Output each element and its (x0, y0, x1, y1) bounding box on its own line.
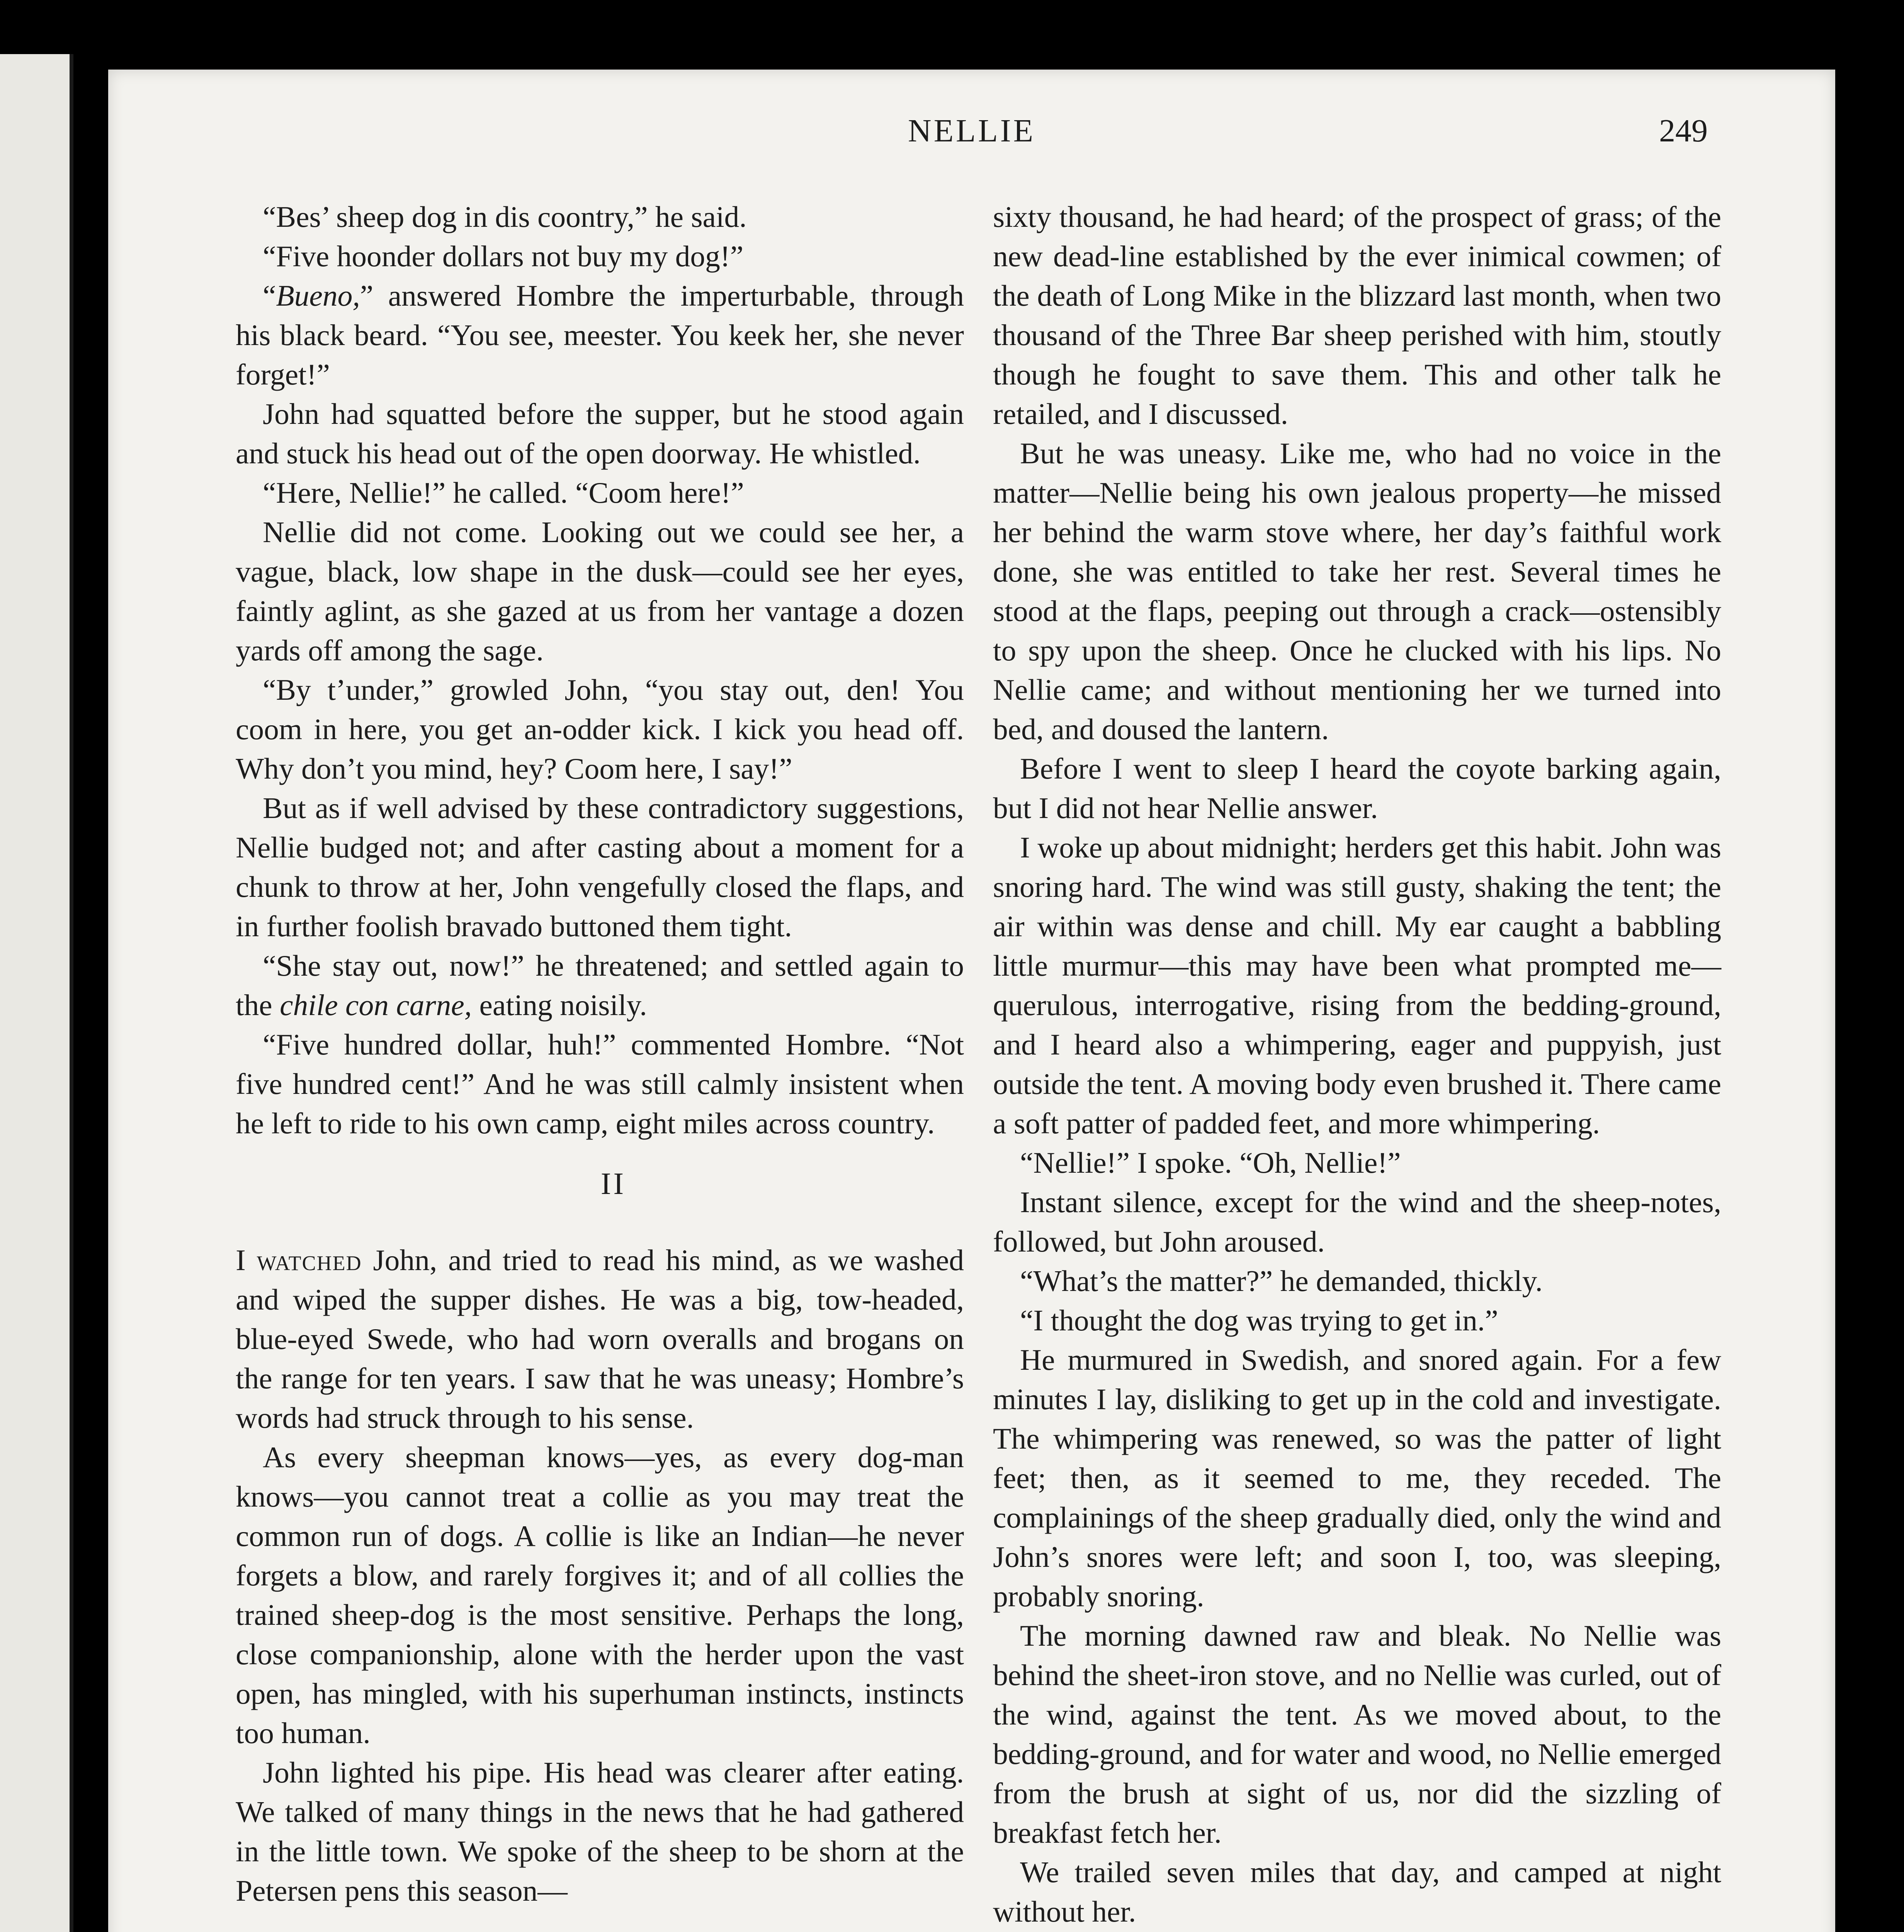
paragraph: Before I went to sleep I heard the coyote barking again, but I did not hear Nellie answer. (993, 752, 1721, 825)
paragraph: Nellie did not come. Looking out we could see her, a vague, black, low shape in the dusk—could see her eyes, faintly aglint, as she gazed at us from her vantage a dozen yards off among the sage. (236, 515, 964, 667)
section-heading: II (600, 1167, 626, 1201)
paragraph: “I thought the dog was trying to get in.” (1020, 1304, 1498, 1337)
paragraph: As every sheepman knows—yes, as every dog-man knows—you cannot treat a collie as you may treat the common run of dogs. A collie is like an Indian—he never forgets a blow, and rarely forgives it; and of all collies the trained sheep-dog is the most sensitive. Perhaps the long, close companionship, alone with the herder upon the vast open, has mingled, with his superhuman instincts, instincts too human. (236, 1440, 964, 1750)
left-text-column (236, 197, 964, 1910)
paragraph: “Bueno,” answered Hombre the imperturbable, through his black beard. “You see, meester. You keek her, she never forget!” (236, 279, 964, 391)
paragraph: “Here, Nellie!” he called. “Coom here!” (263, 476, 744, 509)
paragraph: sixty thousand, he had heard; of the prospect of grass; of the new dead-line established by the ever inimical cowmen; of the death of Long Mike in the blizzard last month, when two thousand of the Three Bar sheep perished with him, stoutly though he fought to save them. This and other talk he retailed, and I discussed. (993, 200, 1721, 430)
paragraph: “By t’under,” growled John, “you stay out, den! You coom in here, you get an-odder kick. I kick you head off. Why don’t you mind, hey? Coom here, I say!” (236, 673, 964, 785)
paragraph: “Bes’ sheep dog in dis coontry,” he said. (263, 200, 747, 233)
paragraph: I watched John, and tried to read his mind, as we washed and wiped the supper dishes. He was a big, tow-headed, blue-eyed Swede, who had worn overalls and brogans on the range for ten years. I saw that he was uneasy; Hombre’s words had struck through to his sense. (236, 1243, 964, 1434)
paragraph: But he was uneasy. Like me, who had no voice in the matter—Nellie being his own jealous property—he missed her behind the warm stove where, her day’s faithful work done, she was entitled to take her rest. Several times he stood at the flaps, peeping out through a crack—ostensibly to spy upon the sheep. Once he clucked with his lips. No Nellie came; and without mentioning her we turned into bed, and doused the lantern. (993, 437, 1721, 746)
paragraph: “Nellie!” I spoke. “Oh, Nellie!” (1020, 1146, 1401, 1179)
book-page (108, 70, 1835, 1932)
paragraph: I woke up about midnight; herders get this habit. John was snoring hard. The wind was still gusty, shaking the tent; the air within was dense and chill. My ear caught a babbling little murmur—this may have been what prompted me—querulous, interrogative, rising from the bedding-ground, and I heard also a whimpering, eager and puppyish, just outside the tent. A moving body even brushed it. There came a soft patter of padded feet, and more whimpering. (993, 831, 1721, 1140)
paragraph: John had squatted before the supper, but he stood again and stuck his head out of the open doorway. He whistled. (236, 397, 964, 470)
paragraph: He murmured in Swedish, and snored again. For a few minutes I lay, disliking to get up in the cold and investigate. The whimpering was renewed, so was the patter of light feet; then, as it seemed to me, they receded. The complainings of the sheep gradually died, only the wind and John’s snores were left; and soon I, too, was sleeping, probably snoring. (993, 1343, 1721, 1613)
paragraph: The morning dawned raw and bleak. No Nellie was behind the sheet-iron stove, and no Nellie was curled, out of the wind, against the tent. As we moved about, to the bedding-ground, and for water and wood, no Nellie emerged from the brush at sight of us, nor did the sizzling of breakfast fetch her. (993, 1619, 1721, 1849)
paragraph: We trailed seven miles that day, and camped at night without her. (993, 1855, 1721, 1928)
paragraph: “She stay out, now!” he threatened; and settled again to the chile con carne, eating noisily. (236, 949, 964, 1022)
page-title: NELLIE (908, 113, 1035, 149)
paragraph: “Five hundred dollar, huh!” commented Hombre. “Not five hundred cent!” And he was still calmly insistent when he left to ride to his own camp, eight miles across country. (236, 1028, 964, 1140)
paragraph: But as if well advised by these contradictory suggestions, Nellie budged not; and after casting about a moment for a chunk to throw at her, John vengefully closed the flaps, and in further foolish bravado buttoned them tight. (236, 791, 964, 943)
page-number: 249 (1659, 113, 1708, 149)
paragraph: “Five hoonder dollars not buy my dog!” (263, 240, 744, 273)
adjacent-page-edge (0, 54, 73, 1932)
running-header (108, 112, 1835, 166)
right-text-column (993, 197, 1721, 1931)
paragraph: John lighted his pipe. His head was clearer after eating. We talked of many things in the news that he had gathered in the little town. We spoke of the sheep to be shorn at the Petersen pens this season— (236, 1756, 964, 1907)
paragraph: Instant silence, except for the wind and the sheep-notes, followed, but John aroused. (993, 1185, 1721, 1258)
paragraph: “What’s the matter?” he demanded, thickly. (1020, 1264, 1543, 1298)
